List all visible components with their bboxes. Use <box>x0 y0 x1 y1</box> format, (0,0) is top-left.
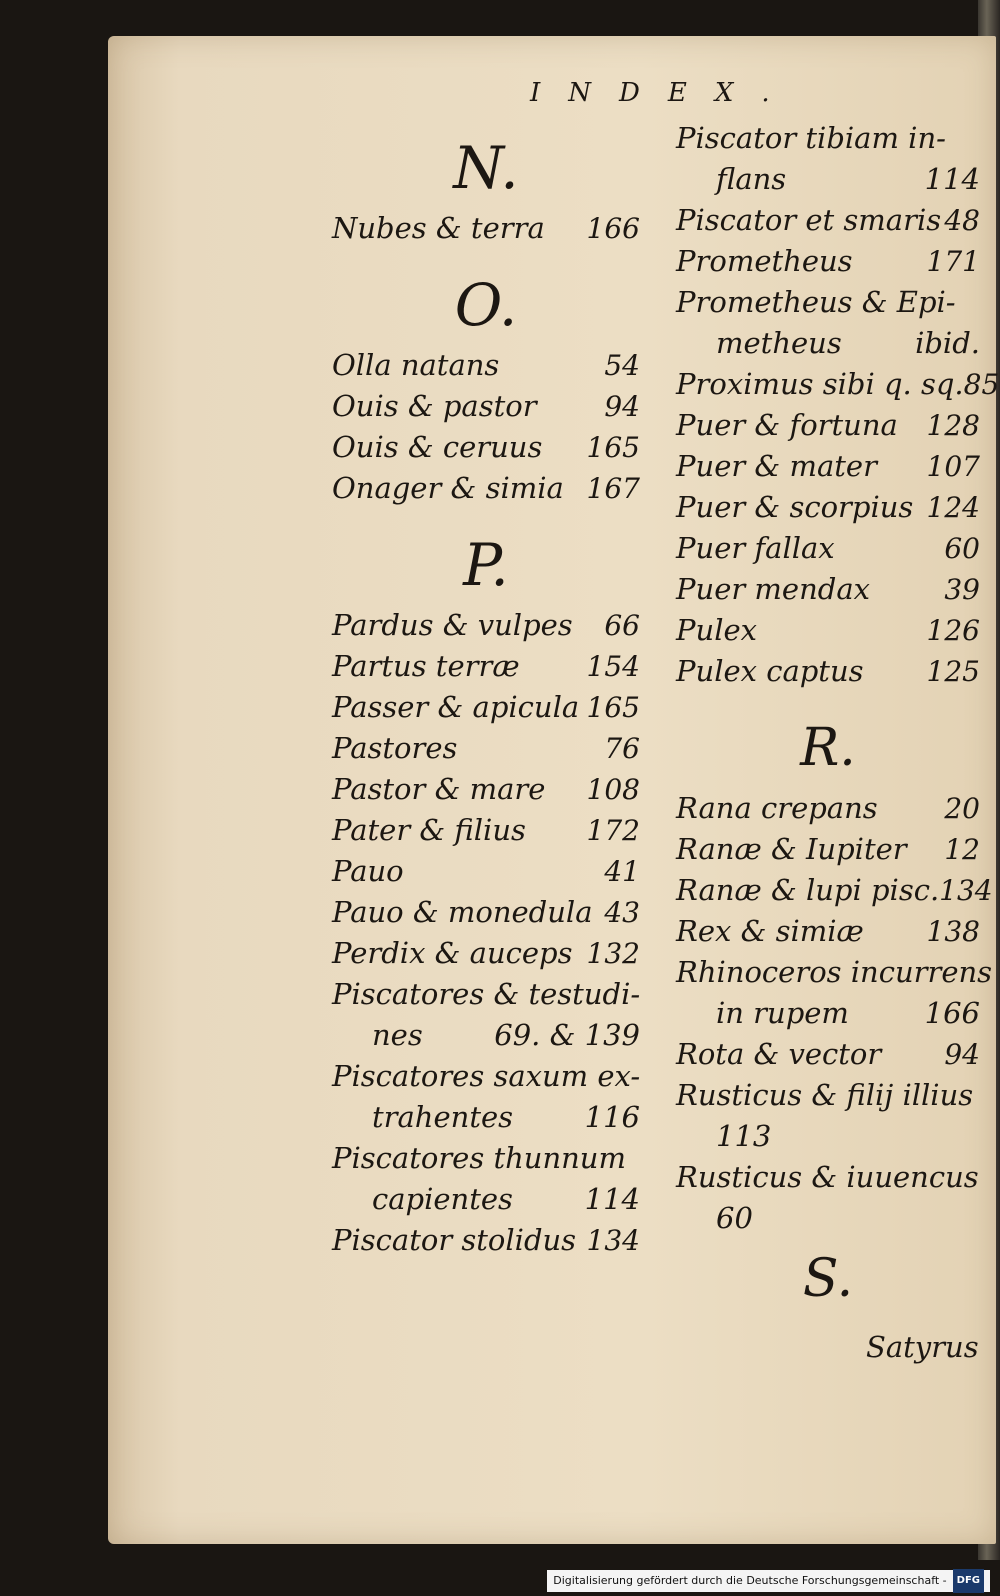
index-entry <box>332 974 640 1015</box>
index-entry-continuation <box>676 1198 980 1239</box>
spacer <box>332 509 640 525</box>
index-entry <box>676 1157 980 1198</box>
page-number: 165 <box>586 431 640 464</box>
index-term: Proximus sibi q. sq. <box>676 367 964 401</box>
index-term: Olla natans <box>332 348 500 382</box>
index-term: Ranæ & Iupiter <box>676 832 907 866</box>
page-number: 165 <box>586 691 640 724</box>
index-entry <box>676 1034 980 1075</box>
page-number: 166 <box>586 212 640 245</box>
index-entry <box>676 446 980 487</box>
index-term: Passer & apicula <box>332 690 580 724</box>
left-column <box>332 128 640 1261</box>
index-term: Piscator stolidus <box>332 1223 577 1257</box>
index-entry <box>332 933 640 974</box>
index-term: Nubes & terra <box>332 211 545 245</box>
index-term: Puer & mater <box>676 449 877 483</box>
index-entry-continuation <box>676 1116 980 1157</box>
section-letter: S. <box>802 1249 854 1309</box>
index-entry <box>676 118 980 159</box>
index-term: Pulex captus <box>676 654 864 688</box>
index-term: Pastor & mare <box>332 772 546 806</box>
digitization-footer <box>547 1570 990 1592</box>
index-entry <box>332 851 640 892</box>
page-number: 20 <box>944 792 980 825</box>
index-entry-continuation <box>332 1097 640 1138</box>
index-term: 60 <box>716 1201 753 1235</box>
index-term: Perdix & auceps <box>332 936 573 970</box>
index-entry <box>676 651 980 692</box>
index-entry <box>332 208 640 249</box>
index-term: in rupem <box>716 996 849 1030</box>
index-entry <box>676 788 980 829</box>
index-entry <box>332 892 640 933</box>
page-number: 54 <box>604 349 640 382</box>
index-term: trahentes <box>372 1100 514 1134</box>
index-term: Puer mendax <box>676 572 870 606</box>
index-term: Piscatores thunnum <box>332 1141 626 1175</box>
index-entry <box>676 911 980 952</box>
index-term: Ouis & pastor <box>332 389 537 423</box>
page-number: 76 <box>604 732 640 765</box>
page-number: 108 <box>586 773 640 806</box>
page-header: INDEX. <box>530 78 798 108</box>
index-term: capientes <box>372 1182 513 1216</box>
index-term: Ranæ & lupi pisc. <box>676 873 940 907</box>
index-term: Pauo & monedula <box>332 895 593 929</box>
index-term: nes <box>372 1018 423 1052</box>
index-entry <box>676 282 980 323</box>
index-entry <box>676 610 980 651</box>
index-term: Prometheus & Epi- <box>676 285 956 319</box>
page-number: 167 <box>586 472 640 505</box>
page-number: 39 <box>944 573 980 606</box>
page-number: 172 <box>586 814 640 847</box>
page-number: 125 <box>926 655 980 688</box>
section-letter: P. <box>463 531 509 599</box>
catchword: Satyrus <box>866 1330 979 1364</box>
page-number: 128 <box>926 409 980 442</box>
index-entry <box>676 405 980 446</box>
page-number: 60 <box>944 532 980 565</box>
index-entry-continuation <box>676 993 980 1034</box>
page-number: 85 <box>963 368 1000 401</box>
index-term: Rex & simiæ <box>676 914 864 948</box>
page-number: 66 <box>604 609 640 642</box>
index-term: Piscator tibiam in- <box>676 121 946 155</box>
index-entry-continuation <box>332 1015 640 1056</box>
page-number: 116 <box>584 1100 640 1134</box>
index-term: Pauo <box>332 854 404 888</box>
page-number: 94 <box>944 1038 980 1071</box>
page-number: 124 <box>926 491 980 524</box>
index-entry <box>332 687 640 728</box>
index-entry <box>332 345 640 386</box>
footer-text: Digitalisierung gefördert durch die Deutsche Forschungsgemeinschaft - <box>553 1574 947 1587</box>
index-term: Piscator et smaris <box>676 203 942 237</box>
page-number: 12 <box>944 833 980 866</box>
index-entry <box>332 386 640 427</box>
index-term: Rusticus & iuuencus <box>676 1160 979 1194</box>
page-number: 41 <box>604 855 640 888</box>
index-term: flans <box>716 162 787 196</box>
page-number: 69. & 139 <box>494 1018 640 1052</box>
index-entry <box>332 646 640 687</box>
index-entry <box>332 1220 640 1261</box>
index-entry <box>332 468 640 509</box>
right-column <box>676 118 1000 1319</box>
index-term: 113 <box>716 1119 772 1153</box>
index-term: metheus <box>716 326 842 360</box>
index-term: Onager & simia <box>332 471 564 505</box>
section-letter: R. <box>800 718 856 778</box>
index-term: Pater & filius <box>332 813 526 847</box>
page-number: 171 <box>926 245 980 278</box>
index-term: Puer & fortuna <box>676 408 898 442</box>
index-term: Pulex <box>676 613 757 647</box>
page-number: 43 <box>604 896 640 929</box>
index-entry <box>332 810 640 851</box>
index-entry <box>676 829 980 870</box>
index-entry <box>676 487 980 528</box>
page-number: 134 <box>939 874 993 907</box>
index-term: Rana crepans <box>676 791 878 825</box>
page-number: 114 <box>924 162 980 196</box>
index-entry <box>332 769 640 810</box>
page-number: 154 <box>586 650 640 683</box>
index-entry <box>332 728 640 769</box>
index-term: Pastores <box>332 731 458 765</box>
index-term: Rhinoceros incurrens <box>676 955 993 989</box>
spacer <box>676 692 980 708</box>
page-number: ibid. <box>915 326 980 360</box>
index-entry <box>676 1075 980 1116</box>
section-letter: O. <box>454 271 518 339</box>
page-number: 114 <box>584 1182 640 1216</box>
index-entry <box>676 364 1000 405</box>
index-entry-continuation <box>676 159 980 200</box>
index-term: Rota & vector <box>676 1037 882 1071</box>
page-number: 138 <box>926 915 980 948</box>
spacer <box>332 249 640 265</box>
index-term: Piscatores saxum ex- <box>332 1059 641 1093</box>
page-number: 48 <box>944 204 980 237</box>
index-entry-continuation <box>676 323 980 364</box>
index-entry <box>332 605 640 646</box>
page-number: 134 <box>586 1224 640 1257</box>
dfg-logo: DFG <box>953 1569 984 1593</box>
page-number: 126 <box>926 614 980 647</box>
index-entry <box>676 200 980 241</box>
index-entry <box>676 870 993 911</box>
index-term: Piscatores & testudi- <box>332 977 641 1011</box>
index-entry <box>676 952 993 993</box>
page-number: 166 <box>924 996 980 1030</box>
index-term: Pardus & vulpes <box>332 608 573 642</box>
index-entry <box>332 1138 640 1179</box>
index-entry <box>676 528 980 569</box>
index-entry <box>676 241 980 282</box>
page-number: 107 <box>926 450 980 483</box>
index-entry-continuation <box>332 1179 640 1220</box>
section-letter: N. <box>453 134 519 202</box>
index-entry <box>332 1056 640 1097</box>
index-term: Ouis & ceruus <box>332 430 543 464</box>
index-term: Rusticus & filij illius <box>676 1078 974 1112</box>
index-term: Puer fallax <box>676 531 835 565</box>
index-term: Partus terræ <box>332 649 520 683</box>
index-term: Puer & scorpius <box>676 490 914 524</box>
index-term: Prometheus <box>676 244 853 278</box>
index-entry <box>676 569 980 610</box>
index-entry <box>332 427 640 468</box>
page-number: 94 <box>604 390 640 423</box>
page-number: 132 <box>586 937 640 970</box>
